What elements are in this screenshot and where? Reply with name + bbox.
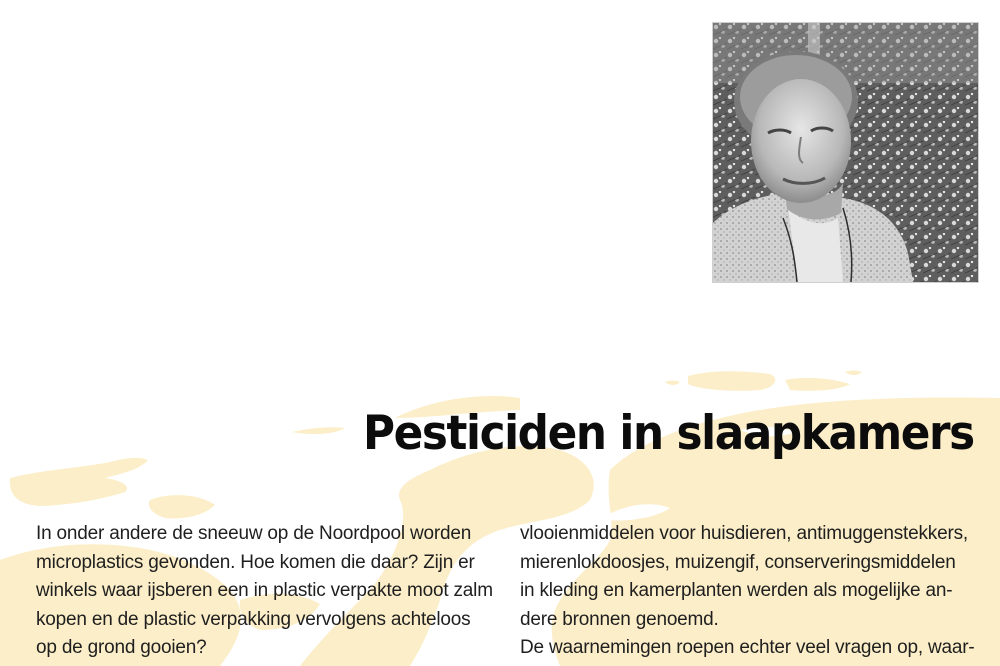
- portrait-illustration: [713, 23, 978, 282]
- article-column-left: [36, 520, 493, 663]
- text-line: dere bronnen genoemd.: [520, 608, 719, 630]
- text-line: De waarnemingen roepen echter veel vragen op, waar-: [520, 637, 975, 658]
- text-line: mierenlokdoosjes, muizengif, conserveringsmiddelen: [520, 551, 956, 573]
- text-line: in kleding en kamerplanten werden als mogelijke an-: [520, 580, 953, 601]
- text-line: vlooienmiddelen voor huisdieren, antimuggenstekkers,: [520, 523, 968, 544]
- text-line: microplastics gevonden. Hoe komen die daar? Zijn er: [36, 551, 475, 573]
- author-photo: [712, 22, 979, 283]
- text-line: winkels waar ijsberen een in plastic verpakte moot zalm: [36, 580, 493, 601]
- text-line: kopen en de plastic verpakking vervolgens achteloos: [36, 608, 471, 630]
- text-line: op de grond gooien?: [36, 637, 207, 658]
- article-column-right: [520, 520, 975, 663]
- text-line: In onder andere de sneeuw op de Noordpool worden: [36, 523, 472, 544]
- article-title: Pesticiden in slaapkamers: [363, 406, 974, 461]
